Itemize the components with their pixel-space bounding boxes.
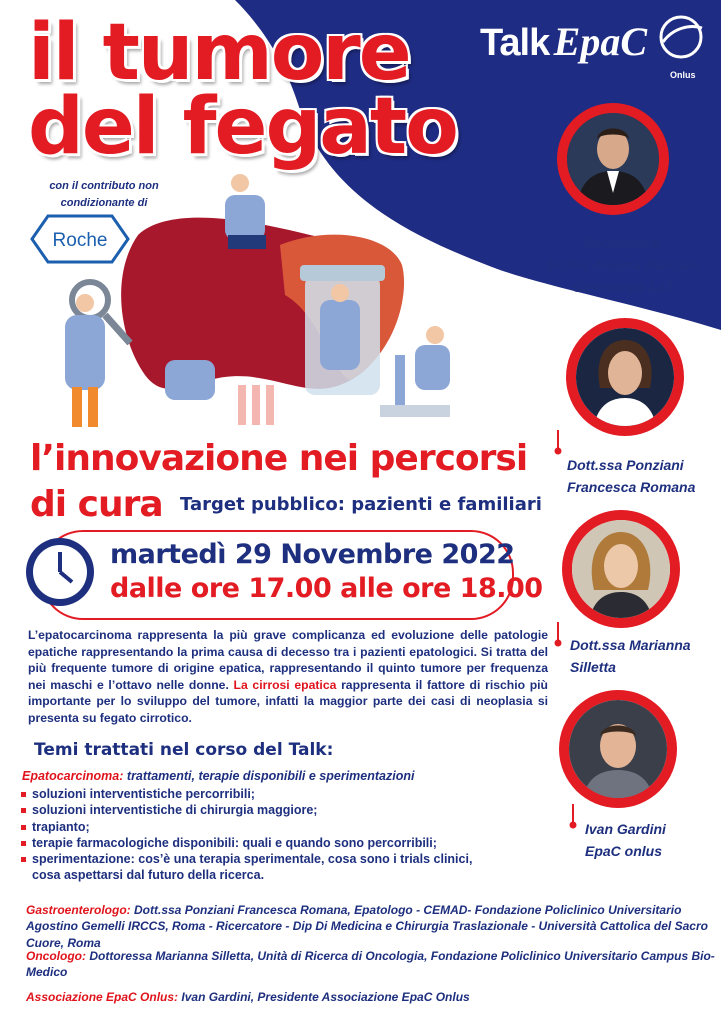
target-audience: Target pubblico: pazienti e familiari <box>180 494 542 515</box>
topics-title: Temi trattati nel corso del Talk: <box>34 740 334 760</box>
speaker-name-gardini: Ivan Gardini EpaC onlus <box>585 821 666 859</box>
globe-icon <box>658 14 704 60</box>
description-paragraph: L’epatocarcinoma rappresenta la più grave complicanza ed evoluzione delle patologie epatiche rappresentando la prima causa di decesso tra i pazienti epatologici. Si tratta del più frequente tumore di origine epatica, rappresentando il quinto tumore per frequenza nei maschi e l’ottavo nelle donne. La cirrosi epatica rappresenta il fattore di rischio più importante per lo sviluppo del tumore, infatti la maggior parte dei casi di neoplasia si presenta su fegato cirrotico. <box>28 628 548 725</box>
speaker-photo-ponziani <box>566 318 684 436</box>
list-item: soluzioni interventistiche percorribili; <box>20 786 480 802</box>
avatar <box>569 700 667 798</box>
moderator-photo <box>557 103 669 215</box>
credit-gastroenterologo: Gastroenterologo: Dott.ssa Ponziani Francesca Romana, Epatologo - CEMAD- Fondazione Policlinico Universitario Agostino Gemelli IRCCS, Roma - Ricercatore - Dip Di Medicina e Chirurgia Traslazionale - Università Cattolica del Sacro Cuore, Roma <box>26 903 708 950</box>
sponsor-text: con il contributo non condizionante di <box>49 180 159 209</box>
avatar <box>576 328 674 426</box>
talk-epac-logo: Talk EpaC Onlus <box>480 18 647 65</box>
moderator-info: Moderatore: <box>582 235 664 251</box>
title-line-1: il tumore <box>28 8 410 98</box>
topics-list <box>20 786 480 884</box>
list-item: trapianto; <box>20 819 480 835</box>
list-item: terapie farmacologiche disponibili: quali e quando sono percorribili; <box>20 835 480 851</box>
topics-intro: Epatocarcinoma: trattamenti, terapie disponibili e sperimentazioni <box>22 769 415 783</box>
title-line-2: del fegato <box>28 82 457 172</box>
speaker-photo-gardini <box>559 690 677 808</box>
list-item: soluzioni interventistiche di chirurgia maggiore; <box>20 802 480 818</box>
roche-brand: Roche <box>52 230 108 251</box>
avatar <box>572 520 670 618</box>
speaker-photo-silletta <box>562 510 680 628</box>
clock-icon <box>22 534 98 610</box>
connector-dot-icon <box>553 622 563 648</box>
connector-dot-icon <box>553 430 563 456</box>
connector-dot-icon <box>568 804 578 830</box>
event-time: dalle ore 17.00 alle ore 18.00 <box>110 573 543 604</box>
credit-associazione: Associazione EpaC Onlus: Ivan Gardini, Presidente Associazione EpaC Onlus <box>26 990 470 1004</box>
liver-illustration <box>50 165 470 435</box>
moderator-name: Dottor Andrea Pancani Giornalista La7 <box>547 257 699 295</box>
event-date: martedì 29 Novembre 2022 <box>110 539 515 570</box>
speaker-name-ponziani: Dott.ssa Ponziani Francesca Romana <box>567 457 696 495</box>
speaker-name-silletta: Dott.ssa Marianna Silletta <box>570 637 691 675</box>
list-item: sperimentazione: cos’è una terapia sperimentale, cosa sono i trials clinici, cosa aspettarsi dal futuro della ricerca. <box>20 851 480 884</box>
subtitle-line-1: l’innovazione nei percorsi <box>30 438 528 479</box>
credit-oncologo: Oncologo: Dottoressa Marianna Silletta, Unità di Ricerca di Oncologia, Fondazione Policlinico Universitario Campus Bio-Medico <box>26 949 715 980</box>
subtitle-line-2: di cura <box>30 484 163 525</box>
avatar <box>567 113 659 205</box>
